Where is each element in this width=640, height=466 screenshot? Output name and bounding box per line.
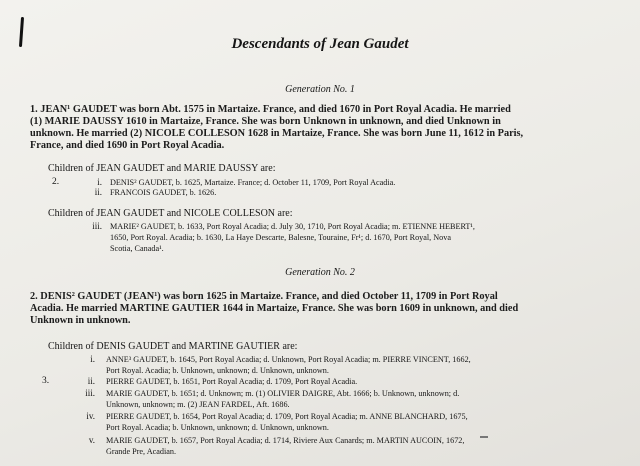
child-entry-line: MARIE² GAUDET, b. 1633, Port Royal Acadia; d. July 30, 1710, Port Royal Acadia; m. ETIENNE HEBERT¹, — [110, 222, 475, 231]
gen2-paragraph-line: Acadia. He married MARTINE GAUTIER 1644 in Martaize, France. She was born 1609 in unknown, and died — [30, 303, 519, 314]
child-entry-line: MARIE GAUDET, b. 1657, Port Royal Acadia; d. 1714, Riviere Aux Canards; m. MARTIN AUCOIN, 1672, — [106, 436, 465, 445]
child-number: 2. — [52, 177, 60, 187]
children-heading-daussy: Children of JEAN GAUDET and MARIE DAUSSY are: — [48, 163, 276, 174]
generation-2-heading: Generation No. 2 — [285, 267, 355, 278]
gen2-paragraph — [30, 291, 585, 327]
child-entry — [106, 376, 357, 387]
child-roman: iv. — [86, 411, 95, 421]
child-roman: i. — [97, 177, 102, 187]
child-entry-line: Grande Pre, Acadian. — [106, 447, 177, 456]
child-entry-line: MARIE GAUDET, b. 1651; d. Unknown; m. (1) OLIVIER DAIGRE, Abt. 1666; b. Unknown, unknown; d. — [106, 389, 460, 398]
children-heading-colleson: Children of JEAN GAUDET and NICOLE COLLESON are: — [48, 208, 293, 219]
generation-1-heading: Generation No. 1 — [285, 84, 355, 95]
gen2-paragraph-line: 2. DENIS² GAUDET (JEAN¹) was born 1625 in Martaize. France, and died October 11, 1709 in Port Royal — [30, 291, 498, 302]
child-entry — [106, 411, 468, 433]
child-entry-line: Scotia, Canada¹. — [110, 244, 164, 253]
child-entry — [106, 354, 471, 376]
child-entry — [106, 388, 459, 410]
child-entry-line: ANNE³ GAUDET, b. 1645, Port Royal Acadia; d. Unknown, Port Royal Acadia; m. PIERRE VINCENT, 1662, — [106, 355, 471, 364]
child-number: 3. — [42, 376, 50, 386]
child-entry — [106, 435, 464, 457]
child-entry-line: 1650, Port Royal. Acadia; b. 1630, La Haye Descarte, Balesne, Touraine, Fr¹; d. 1670, Port Royal, Nova — [110, 233, 451, 242]
child-roman: ii. — [94, 187, 102, 197]
gen2-paragraph-line: Unknown in unknown. — [30, 315, 131, 326]
child-entry: FRANCOIS GAUDET, b. 1626. — [110, 188, 217, 197]
child-roman: v. — [88, 435, 95, 445]
gen1-paragraph-line: France, and died 1690 in Port Royal Acadia. — [30, 140, 225, 151]
children-heading-gautier: Children of DENIS GAUDET and MARTINE GAUTIER are: — [48, 341, 298, 352]
child-entry: DENIS² GAUDET, b. 1625, Martaize. France; d. October 11, 1709, Port Royal Acadia. — [110, 178, 396, 187]
child-roman: i. — [90, 354, 95, 364]
gen1-paragraph-line: 1. JEAN¹ GAUDET was born Abt. 1575 in Martaize. France, and died 1670 in Port Royal Acadia. He married — [30, 104, 511, 115]
pen-dash — [480, 436, 488, 438]
child-entry-line: PIERRE GAUDET, b. 1651, Port Royal Acadia; d. 1709, Port Royal Acadia. — [106, 377, 358, 386]
gen1-paragraph-line: unknown. He married (2) NICOLE COLLESON 1628 in Martaize, France. She was born June 11, 1612 in Paris, — [30, 128, 524, 139]
child-entry-line: Port Royal. Acadia; b. Unknown, unknown; d. Unknown, unknown. — [106, 366, 329, 375]
child-roman: ii. — [87, 376, 95, 386]
gen1-paragraph-line: (1) MARIE DAUSSY 1610 in Martaize, France. She was born Unknown in unknown, and died Unknown in — [30, 116, 501, 127]
child-roman: iii. — [85, 388, 95, 398]
gen1-paragraph — [30, 104, 585, 152]
child-roman: iii. — [92, 221, 102, 231]
child-entry — [110, 221, 475, 254]
document-title: Descendants of Jean Gaudet — [231, 36, 409, 52]
child-entry-line: Unknown, unknown; m. (2) JEAN FARDEL, Aft. 1686. — [106, 400, 290, 409]
child-entry-line: Port Royal. Acadia; b. Unknown, unknown; d. Unknown, unknown. — [106, 423, 329, 432]
child-entry-line: PIERRE GAUDET, b. 1654, Port Royal Acadia; d. 1709, Port Royal Acadia; m. ANNE BLANCHARD, 1675, — [106, 412, 468, 421]
